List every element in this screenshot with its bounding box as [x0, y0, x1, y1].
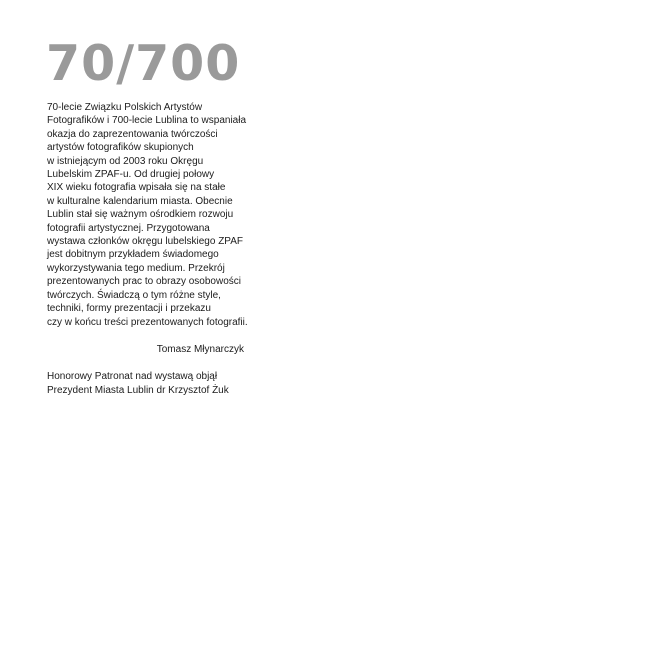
text-column — [47, 101, 262, 397]
page-title: 70/700 — [46, 35, 241, 92]
body-paragraph: 70-lecie Związku Polskich Artystów Fotografików i 700-lecie Lublina to wspaniała okazja do zaprezentowania twórczości artystów fotografików skupionych w istniejącym od 2003 roku Okręgu Lubelskim ZPAF-u. Od drugiej połowy XIX wieku fotografia wpisała się na stałe w kulturalne kalendarium miasta. Obecnie Lublin stał się ważnym ośrodkiem rozwoju fotografii artystycznej. Przygotowana wystawa członków okręgu lubelskiego ZPAF jest dobitnym przykładem świadomego wykorzystywania tego medium. Przekrój prezentowanych prac to obrazy osobowości twórczych. Świadczą o tym różne style, techniki, formy prezentacji i przekazu czy w końcu treści prezentowanych fotografii. — [47, 102, 248, 328]
patronage-note: Honorowy Patronat nad wystawą objął Prezydent Miasta Lublin dr Krzysztof Żuk — [47, 371, 229, 396]
author-signature: Tomasz Młynarczyk — [156, 343, 244, 355]
